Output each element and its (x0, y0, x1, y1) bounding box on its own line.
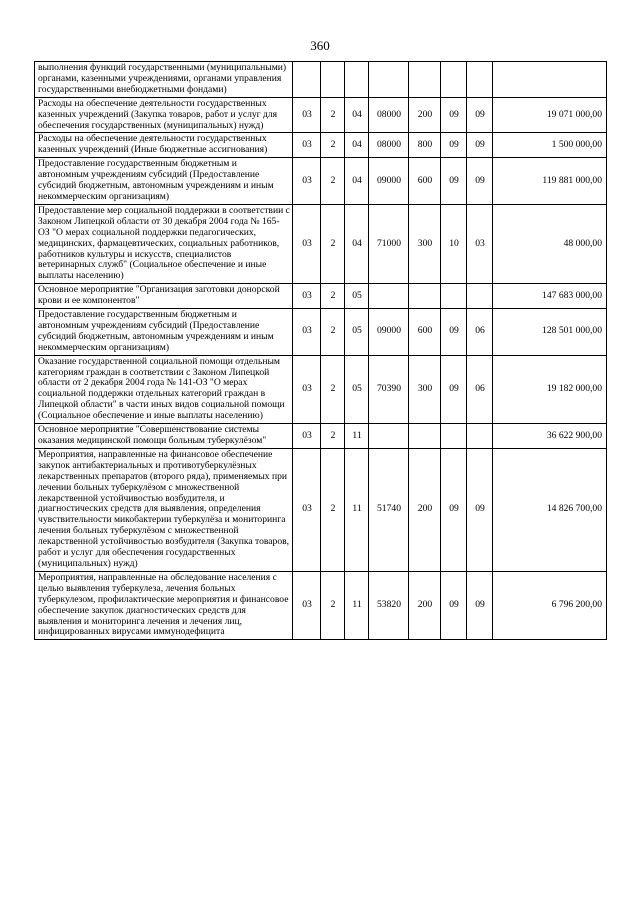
section-code: 09 (441, 97, 467, 133)
subsection-code (467, 284, 493, 309)
row-description: Предоставление государственным бюджетным и автономным учреждениям субсидий (Предоставление субсидий бюджетным, автономным учреждениям и иным некоммерческим организациям) (35, 158, 293, 205)
amount-cell: 14 826 700,00 (493, 448, 607, 571)
page-number: 360 (310, 38, 330, 53)
expense-type-code: 200 (409, 448, 441, 571)
subsection-code: 06 (467, 355, 493, 423)
table-row (35, 204, 607, 283)
subprogram-code: 2 (321, 133, 345, 158)
event-code: 11 (345, 424, 369, 449)
program-code: 03 (293, 571, 321, 639)
direction-code (369, 284, 409, 309)
amount-cell: 19 071 000,00 (493, 97, 607, 133)
section-code: 09 (441, 133, 467, 158)
section-code: 09 (441, 309, 467, 356)
amount-cell: 128 501 000,00 (493, 309, 607, 356)
event-code: 05 (345, 284, 369, 309)
subprogram-code: 2 (321, 571, 345, 639)
expense-type-code (409, 62, 441, 98)
row-description: Мероприятия, направленные на финансовое обеспечение закупок антибактериальных и противотуберкулёзных лекарственных препаратов (второго ряда), применяемых при лечении больных туберкулёзом с множественной лекарственной устойчивостью возбудителя, и диагностических средств для выявления, определения чувствительности микобактерии туберкулёза и мониторинга лечения больных туберкулёзом с множественной лекарственной устойчивостью возбудителя (Закупка товаров, работ и услуг для обеспечения государственных (муниципальных) нужд) (35, 448, 293, 571)
row-description: Расходы на обеспечение деятельности государственных казенных учреждений (Закупка товаров, работ и услуг для обеспечения государственных (муниципальных) нужд) (35, 97, 293, 133)
expense-type-code (409, 284, 441, 309)
subsection-code: 03 (467, 204, 493, 283)
subprogram-code: 2 (321, 158, 345, 205)
subsection-code: 09 (467, 571, 493, 639)
section-code: 09 (441, 571, 467, 639)
section-code: 09 (441, 448, 467, 571)
section-code (441, 424, 467, 449)
amount-cell: 1 500 000,00 (493, 133, 607, 158)
amount-cell: 147 683 000,00 (493, 284, 607, 309)
event-code: 04 (345, 204, 369, 283)
program-code: 03 (293, 448, 321, 571)
subprogram-code (321, 62, 345, 98)
amount-cell: 119 881 000,00 (493, 158, 607, 205)
section-code: 10 (441, 204, 467, 283)
table-row (35, 355, 607, 423)
expense-type-code: 200 (409, 571, 441, 639)
expense-type-code: 600 (409, 158, 441, 205)
program-code: 03 (293, 158, 321, 205)
subprogram-code: 2 (321, 284, 345, 309)
event-code: 11 (345, 571, 369, 639)
expense-type-code: 300 (409, 355, 441, 423)
program-code: 03 (293, 309, 321, 356)
event-code: 05 (345, 309, 369, 356)
section-code: 09 (441, 158, 467, 205)
subsection-code: 06 (467, 309, 493, 356)
direction-code: 08000 (369, 97, 409, 133)
event-code: 11 (345, 448, 369, 571)
event-code: 04 (345, 133, 369, 158)
row-description: Предоставление мер социальной поддержки в соответствии с Законом Липецкой области от 30 декабря 2004 года № 165-ОЗ "О мерах социальной поддержки педагогических, медицинских, фармацевтических, социальных работников, работников культуры и искусств, специалистов ветеринарных служб" (Социальное обеспечение и иные выплаты населению) (35, 204, 293, 283)
direction-code (369, 62, 409, 98)
subsection-code: 09 (467, 133, 493, 158)
direction-code: 71000 (369, 204, 409, 283)
amount-cell: 6 796 200,00 (493, 571, 607, 639)
direction-code: 53820 (369, 571, 409, 639)
program-code: 03 (293, 284, 321, 309)
table-row (35, 448, 607, 571)
subsection-code: 09 (467, 158, 493, 205)
row-description: Основное мероприятие "Совершенствование системы оказания медицинской помощи больным туберкулёзом" (35, 424, 293, 449)
subsection-code: 09 (467, 97, 493, 133)
subprogram-code: 2 (321, 204, 345, 283)
expense-type-code: 800 (409, 133, 441, 158)
program-code: 03 (293, 97, 321, 133)
program-code: 03 (293, 424, 321, 449)
event-code: 04 (345, 158, 369, 205)
subsection-code: 09 (467, 448, 493, 571)
table-row (35, 133, 607, 158)
section-code (441, 62, 467, 98)
direction-code: 70390 (369, 355, 409, 423)
table-row (35, 62, 607, 98)
row-description: Основное мероприятие "Организация заготовки донорской крови и ее компонентов" (35, 284, 293, 309)
program-code: 03 (293, 355, 321, 423)
direction-code (369, 424, 409, 449)
subprogram-code: 2 (321, 309, 345, 356)
section-code: 09 (441, 355, 467, 423)
section-code (441, 284, 467, 309)
row-description: выполнения функций государственными (муниципальными) органами, казенными учреждениями, органами управления государственными внебюджетными фондами) (35, 62, 293, 98)
table-row (35, 97, 607, 133)
expense-type-code: 300 (409, 204, 441, 283)
row-description: Оказание государственной социальной помощи отдельным категориям граждан в соответствии с Законом Липецкой области от 2 декабря 2004 года № 141-ОЗ "О мерах социальной поддержки отдельных категорий граждан в Липецкой области" в части иных видов социальной помощи (Социальное обеспечение и иные выплаты населению) (35, 355, 293, 423)
row-description: Предоставление государственным бюджетным и автономным учреждениям субсидий (Предоставление субсидий бюджетным, автономным учреждениям и иным некоммерческим организациям) (35, 309, 293, 356)
expense-type-code: 200 (409, 97, 441, 133)
subprogram-code: 2 (321, 355, 345, 423)
event-code: 04 (345, 97, 369, 133)
expense-type-code: 600 (409, 309, 441, 356)
table-row (35, 571, 607, 639)
budget-table (34, 61, 607, 640)
event-code (345, 62, 369, 98)
row-description: Мероприятия, направленные на обследование населения с целью выявления туберкулеза, лечения больных туберкулезом, профилактические мероприятия и финансовое обеспечение закупок диагностических средств для выявления и мониторинга лечения и лечения лиц, инфицированных вирусами иммунодефицита (35, 571, 293, 639)
amount-cell (493, 62, 607, 98)
amount-cell: 48 000,00 (493, 204, 607, 283)
amount-cell: 19 182 000,00 (493, 355, 607, 423)
program-code (293, 62, 321, 98)
table-row (35, 309, 607, 356)
table-row (35, 158, 607, 205)
direction-code: 09000 (369, 158, 409, 205)
amount-cell: 36 622 900,00 (493, 424, 607, 449)
direction-code: 51740 (369, 448, 409, 571)
direction-code: 08000 (369, 133, 409, 158)
direction-code: 09000 (369, 309, 409, 356)
program-code: 03 (293, 133, 321, 158)
expense-type-code (409, 424, 441, 449)
program-code: 03 (293, 204, 321, 283)
event-code: 05 (345, 355, 369, 423)
row-description: Расходы на обеспечение деятельности государственных казенных учреждений (Иные бюджетные ассигнования) (35, 133, 293, 158)
subprogram-code: 2 (321, 448, 345, 571)
table-row (35, 424, 607, 449)
subsection-code (467, 62, 493, 98)
table-row (35, 284, 607, 309)
subprogram-code: 2 (321, 97, 345, 133)
subsection-code (467, 424, 493, 449)
subprogram-code: 2 (321, 424, 345, 449)
